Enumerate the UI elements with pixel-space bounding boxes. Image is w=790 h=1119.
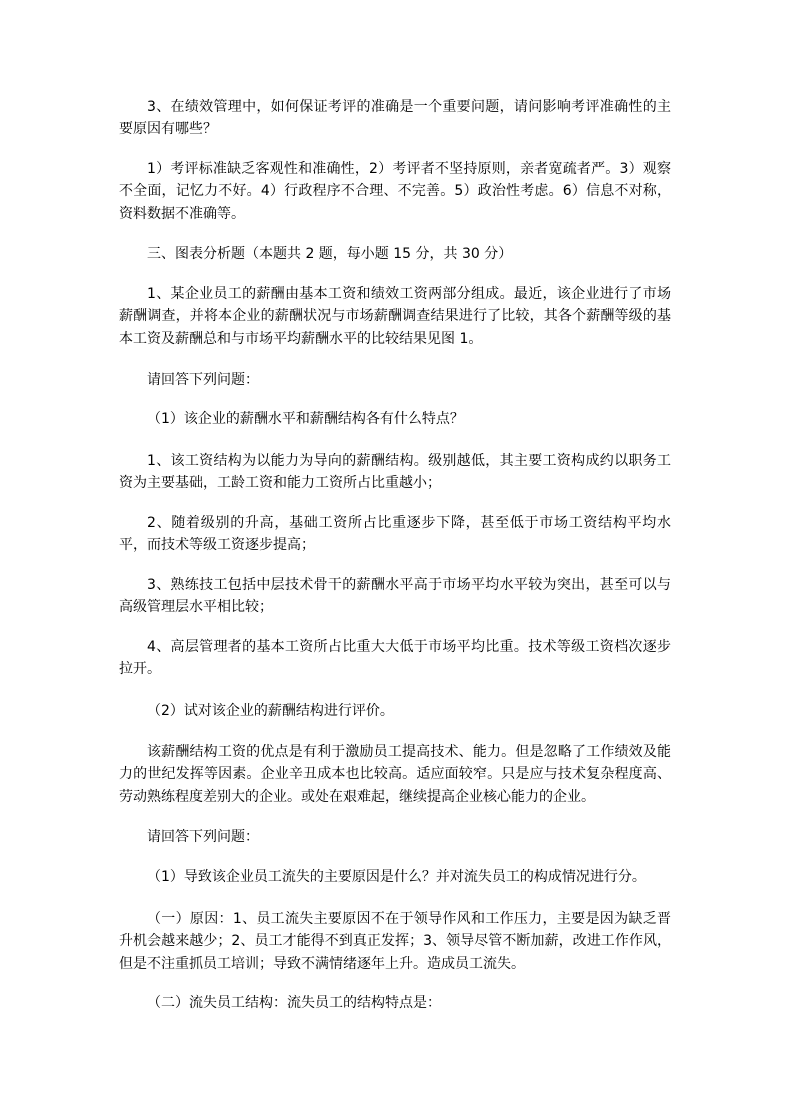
answer-point-3: 3、熟练技工包括中层技术骨干的薪酬水平高于市场平均水平较为突出，甚至可以与高级管理层水平相比较；	[119, 577, 671, 616]
answer-3: 1）考评标准缺乏客观性和准确性，2）考评者不坚持原则，亲者宽疏者严。3）观察不全面，记忆力不好。4）行政程序不合理、不完善。5）政治性考虑。6）信息不对称，资料数据不准确等。	[119, 161, 671, 222]
turnover-question: （1）导致该企业员工流失的主要原因是什么？并对流失员工的构成情况进行分。	[147, 869, 646, 885]
turnover-reasons: （一）原因：1、员工流失主要原因不在于领导作风和工作压力，主要是因为缺乏晋升机会越来越少；2、员工才能得不到真正发挥；3、领导尽管不断加薪，改进工作作风，但是不注重抓员工培训；导致不满情绪逐年上升。造成员工流失。	[119, 911, 671, 972]
sub-question-1: （1）该企业的薪酬水平和薪酬结构各有什么特点？	[147, 411, 464, 427]
question-3: 3、在绩效管理中，如何保证考评的准确是一个重要问题，请问影响考评准确性的主要原因有哪些？	[119, 99, 671, 138]
answer-point-2: 2、随着级别的升高，基础工资所占比重逐步下降，甚至低于市场工资结构平均水平，而技术等级工资逐步提高；	[119, 515, 671, 554]
prompt-heading-2: 请回答下列问题：	[147, 829, 259, 845]
chart-question-1: 1、某企业员工的薪酬由基本工资和绩效工资两部分组成。最近，该企业进行了市场薪酬调查，并将本企业的薪酬状况与市场薪酬调查结果进行了比较，其各个薪酬等级的基本工资及薪酬总和与市场平均薪酬水平的比较结果见图 1。	[119, 286, 671, 347]
section-heading: 三、图表分析题（本题共 2 题，每小题 15 分，共 30 分）	[147, 246, 513, 262]
turnover-structure: （二）流失员工结构：流失员工的结构特点是：	[147, 995, 441, 1011]
evaluation-answer: 该薪酬结构工资的优点是有利于激励员工提高技术、能力。但是忽略了工作绩效及能力的世纪发挥等因素。企业辛丑成本也比较高。适应面较窄。只是应与技术复杂程度高、劳动熟练程度差别大的企业。或处在艰难起，继续提高企业核心能力的企业。	[119, 744, 671, 805]
answer-point-4: 4、高层管理者的基本工资所占比重大大低于市场平均比重。技术等级工资档次逐步拉开。	[119, 639, 671, 678]
prompt-heading: 请回答下列问题：	[147, 372, 259, 388]
sub-question-2: （2）试对该企业的薪酬结构进行评价。	[147, 703, 394, 719]
answer-point-1: 1、该工资结构为以能力为导向的薪酬结构。级别越低，其主要工资构成约以职务工资为主要基础，工龄工资和能力工资所占比重越小；	[119, 453, 671, 492]
